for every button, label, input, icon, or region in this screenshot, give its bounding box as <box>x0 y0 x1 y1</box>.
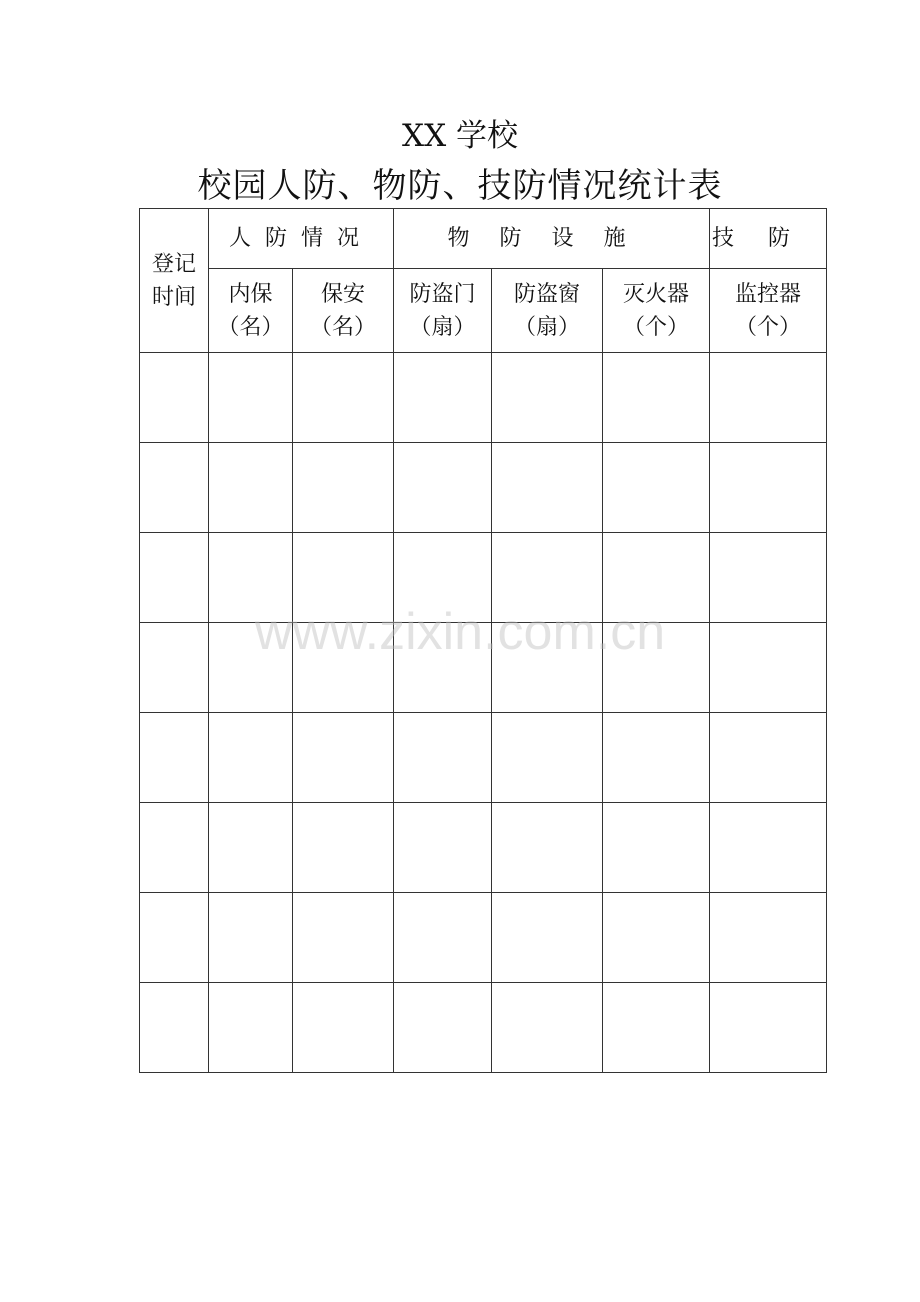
table-cell[interactable] <box>293 803 394 893</box>
table-row <box>140 533 827 623</box>
col-name: 防盗窗 <box>514 281 581 307</box>
table-cell[interactable] <box>603 713 710 803</box>
table-cell[interactable] <box>209 623 293 713</box>
col-name: 内保 <box>228 281 273 307</box>
table-cell[interactable] <box>492 533 603 623</box>
table-cell[interactable] <box>603 893 710 983</box>
table-cell[interactable] <box>140 443 209 533</box>
table-cell[interactable] <box>209 443 293 533</box>
table-cell[interactable] <box>140 983 209 1073</box>
table-cell[interactable] <box>710 623 827 713</box>
table-row <box>140 623 827 713</box>
table-cell[interactable] <box>394 803 492 893</box>
reg-time-header <box>140 209 209 353</box>
table-cell[interactable] <box>293 443 394 533</box>
table-cell[interactable] <box>209 983 293 1073</box>
table-cell[interactable] <box>140 713 209 803</box>
header-row-columns <box>140 269 827 353</box>
col-name: 保安 <box>321 281 366 307</box>
table-cell[interactable] <box>140 623 209 713</box>
table-cell[interactable] <box>140 533 209 623</box>
col-unit: （扇） <box>409 314 476 340</box>
table-row <box>140 803 827 893</box>
group-jifang-label: 技防 <box>712 226 825 251</box>
col-header-neibao <box>209 269 293 353</box>
table-cell[interactable] <box>394 533 492 623</box>
col-header-fangdaomen <box>394 269 492 353</box>
table-cell[interactable] <box>140 803 209 893</box>
table-row <box>140 713 827 803</box>
table-cell[interactable] <box>603 353 710 443</box>
table-cell[interactable] <box>394 353 492 443</box>
table-cell[interactable] <box>293 713 394 803</box>
table-cell[interactable] <box>710 533 827 623</box>
reg-time-line2: 时间 <box>151 284 196 310</box>
col-name: 监控器 <box>735 281 802 307</box>
table-cell[interactable] <box>140 353 209 443</box>
table-cell[interactable] <box>394 443 492 533</box>
col-name: 防盗门 <box>409 281 476 307</box>
table-cell[interactable] <box>603 623 710 713</box>
col-unit: （个） <box>623 314 690 340</box>
table-cell[interactable] <box>293 983 394 1073</box>
col-header-miehuoqi <box>603 269 710 353</box>
col-header-baoan <box>293 269 394 353</box>
table-row <box>140 353 827 443</box>
table-cell[interactable] <box>293 623 394 713</box>
table-cell[interactable] <box>394 983 492 1073</box>
col-header-fangdaochuang <box>492 269 603 353</box>
col-unit: （个） <box>735 314 802 340</box>
col-unit: （扇） <box>514 314 581 340</box>
table-cell[interactable] <box>209 893 293 983</box>
statistics-table <box>139 208 827 1073</box>
table-cell[interactable] <box>492 623 603 713</box>
table-cell[interactable] <box>710 443 827 533</box>
table-cell[interactable] <box>710 983 827 1073</box>
col-unit: （名） <box>310 314 377 340</box>
page-title: 校园人防、物防、技防情况统计表 <box>197 166 723 206</box>
table-cell[interactable] <box>394 713 492 803</box>
table-cell[interactable] <box>710 713 827 803</box>
table-cell[interactable] <box>209 533 293 623</box>
table-cell[interactable] <box>492 353 603 443</box>
table-cell[interactable] <box>293 533 394 623</box>
table-cell[interactable] <box>492 443 603 533</box>
table-row <box>140 983 827 1073</box>
table-cell[interactable] <box>209 803 293 893</box>
table-cell[interactable] <box>603 443 710 533</box>
table-row <box>140 893 827 983</box>
reg-time-line1: 登记 <box>151 251 196 277</box>
table-cell[interactable] <box>209 353 293 443</box>
table-cell[interactable] <box>492 893 603 983</box>
col-header-jiankongqi <box>710 269 827 353</box>
col-name: 灭火器 <box>623 281 690 307</box>
table-cell[interactable] <box>394 623 492 713</box>
col-unit: （名） <box>217 314 284 340</box>
group-wufang <box>394 209 710 269</box>
group-renfang-label: 人防情况 <box>229 226 374 251</box>
table-cell[interactable] <box>603 983 710 1073</box>
table-cell[interactable] <box>603 533 710 623</box>
school-name: XX 学校 <box>402 118 518 154</box>
group-renfang <box>209 209 394 269</box>
table-cell[interactable] <box>293 353 394 443</box>
header-row-groups <box>140 209 827 269</box>
table-cell[interactable] <box>394 893 492 983</box>
table-row <box>140 443 827 533</box>
table-cell[interactable] <box>603 803 710 893</box>
table-cell[interactable] <box>710 893 827 983</box>
table-cell[interactable] <box>710 803 827 893</box>
table-cell[interactable] <box>293 893 394 983</box>
group-jifang <box>710 209 827 269</box>
watermark: www.zixin.com.cn <box>254 603 666 661</box>
table-cell[interactable] <box>209 713 293 803</box>
table-cell[interactable] <box>492 803 603 893</box>
table-cell[interactable] <box>492 713 603 803</box>
table-cell[interactable] <box>140 893 209 983</box>
table-cell[interactable] <box>492 983 603 1073</box>
group-wufang-label: 物防设施 <box>447 226 656 251</box>
table-cell[interactable] <box>710 353 827 443</box>
